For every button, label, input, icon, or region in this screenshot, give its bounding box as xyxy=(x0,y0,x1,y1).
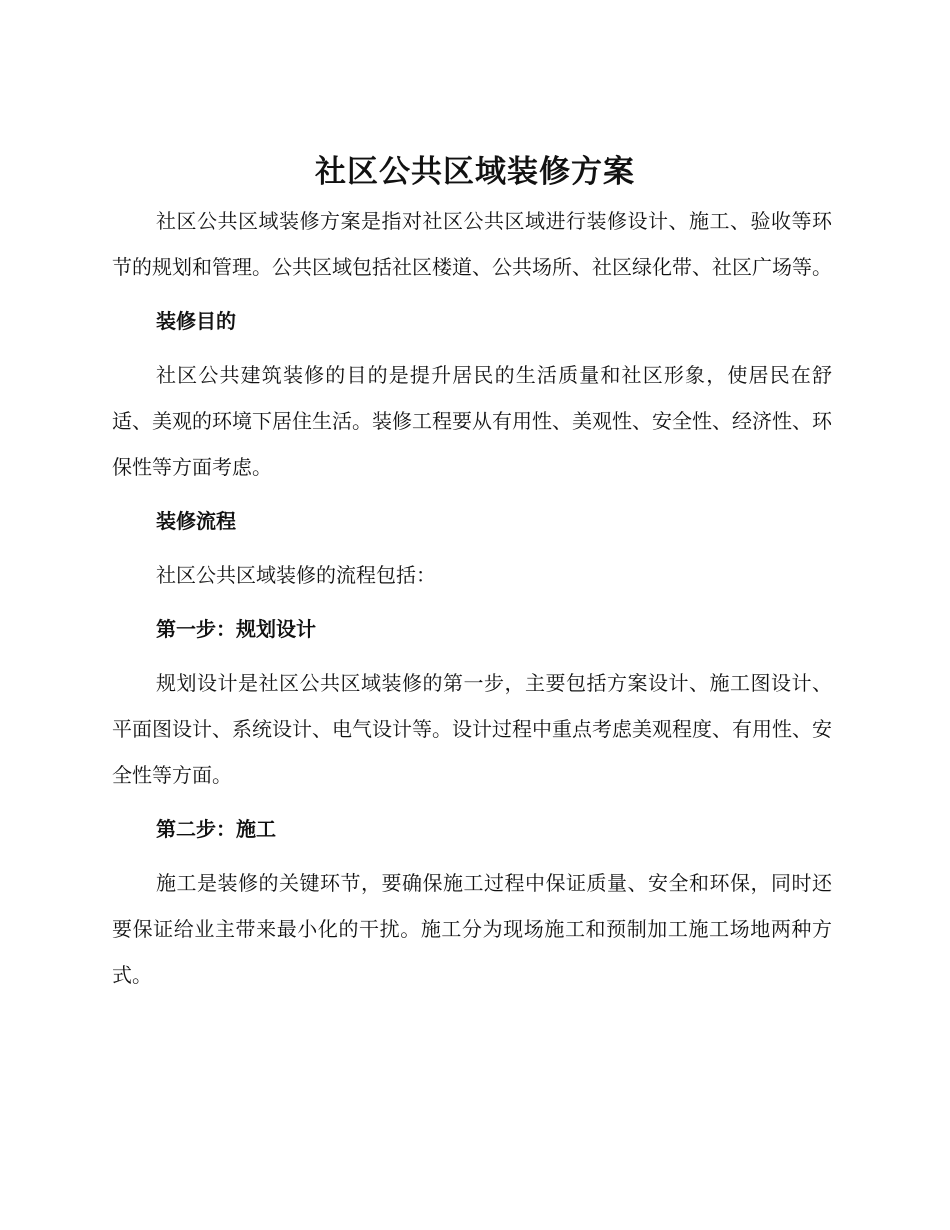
section-heading-step-two: 第二步：施工 xyxy=(156,817,276,841)
section-heading-process: 装修流程 xyxy=(156,509,236,533)
section-heading-purpose: 装修目的 xyxy=(156,309,236,333)
section-paragraph-purpose: 社区公共建筑装修的目的是提升居民的生活质量和社区形象，使居民在舒适、美观的环境下居住生活。装修工程要从有用性、美观性、安全性、经济性、环保性等方面考虑。 xyxy=(112,363,832,479)
document-body xyxy=(112,198,832,1006)
section-paragraph-step-two: 施工是装修的关键环节，要确保施工过程中保证质量、安全和环保，同时还要保证给业主带来最小化的干扰。施工分为现场施工和预制加工施工场地两种方式。 xyxy=(112,871,832,987)
section-paragraph-step-one: 规划设计是社区公共区域装修的第一步，主要包括方案设计、施工图设计、平面图设计、系统设计、电气设计等。设计过程中重点考虑美观程度、有用性、安全性等方面。 xyxy=(112,671,832,787)
document-title: 社区公共区域装修方案 xyxy=(315,154,635,190)
intro-paragraph: 社区公共区域装修方案是指对社区公共区域进行装修设计、施工、验收等环节的规划和管理。公共区域包括社区楼道、公共场所、社区绿化带、社区广场等。 xyxy=(112,209,832,279)
section-paragraph-process: 社区公共区域装修的流程包括： xyxy=(156,563,436,587)
section-heading-step-one: 第一步：规划设计 xyxy=(156,617,316,641)
